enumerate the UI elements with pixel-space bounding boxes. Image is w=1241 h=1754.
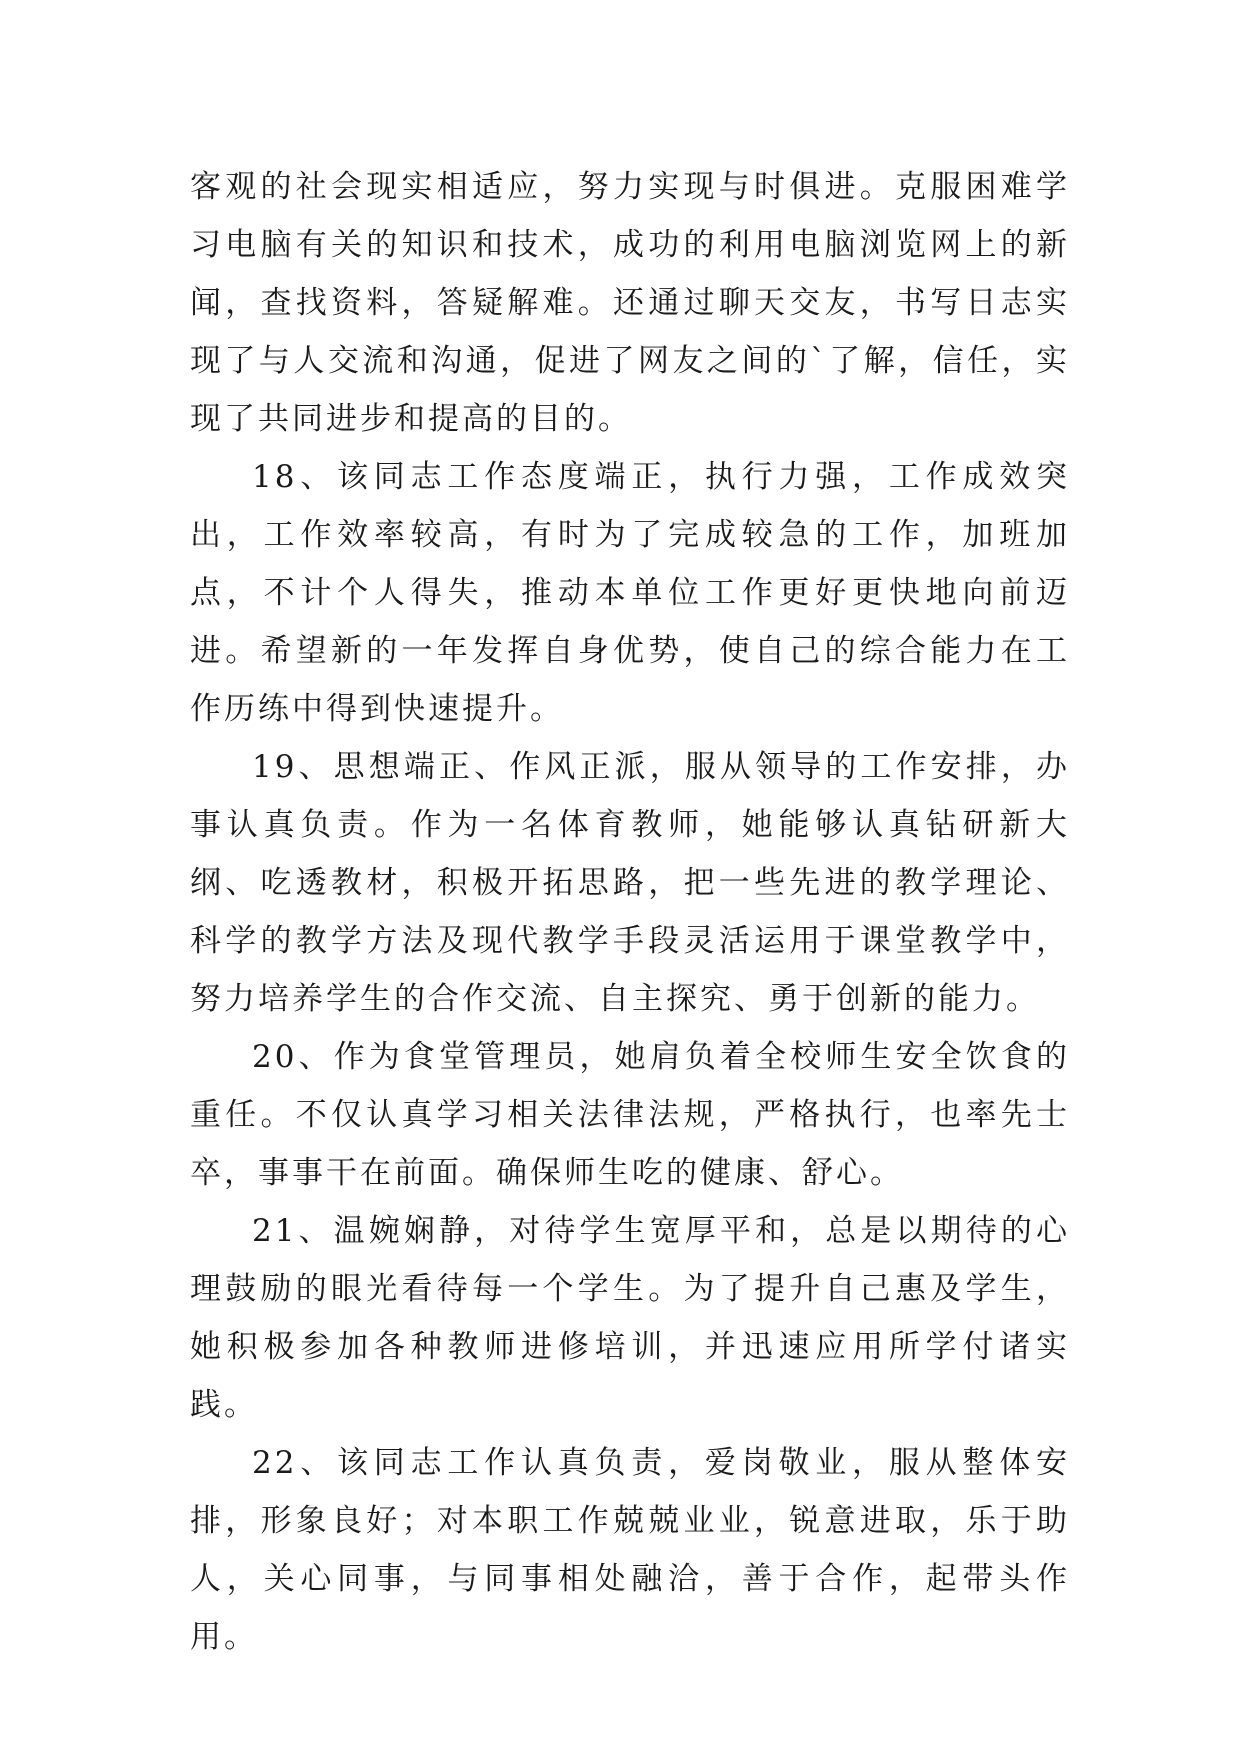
- paragraph-item-21: 21、温婉娴静，对待学生宽厚平和，总是以期待的心理鼓励的眼光看待每一个学生。为了提升自己惠及学生，她积极参加各种教师进修培训，并迅速应用所学付诸实践。: [190, 1213, 1070, 1423]
- paragraph-item-19: 19、思想端正、作风正派，服从领导的工作安排，办事认真负责。作为一名体育教师，她能够认真钻研新大纲、吃透教材，积极开拓思路，把一些先进的教学理论、科学的教学方法及现代教学手段灵活运用于课堂教学中，努力培养学生的合作交流、自主探究、勇于创新的能力。: [190, 749, 1070, 1017]
- paragraph-item-22: 22、该同志工作认真负责，爱岗敬业，服从整体安排，形象良好；对本职工作兢兢业业，锐意进取，乐于助人，关心同事，与同事相处融洽，善于合作，起带头作用。: [190, 1445, 1070, 1655]
- paragraph-item-18: 18、该同志工作态度端正，执行力强，工作成效突出，工作效率较高，有时为了完成较急的工作，加班加点，不计个人得失，推动本单位工作更好更快地向前迈进。希望新的一年发挥自身优势，使自己的综合能力在工作历练中得到快速提升。: [190, 459, 1070, 727]
- paragraph-continuation: 客观的社会现实相适应，努力实现与时俱进。克服困难学习电脑有关的知识和技术，成功的利用电脑浏览网上的新闻，查找资料，答疑解难。还通过聊天交友，书写日志实现了与人交流和沟通，促进了网友之间的`了解，信任，实现了共同进步和提高的目的。: [190, 169, 1070, 437]
- document-body: [190, 158, 1070, 1666]
- paragraph-item-20: 20、作为食堂管理员，她肩负着全校师生安全饮食的重任。不仅认真学习相关法律法规，严格执行，也率先士卒，事事干在前面。确保师生吃的健康、舒心。: [190, 1039, 1070, 1191]
